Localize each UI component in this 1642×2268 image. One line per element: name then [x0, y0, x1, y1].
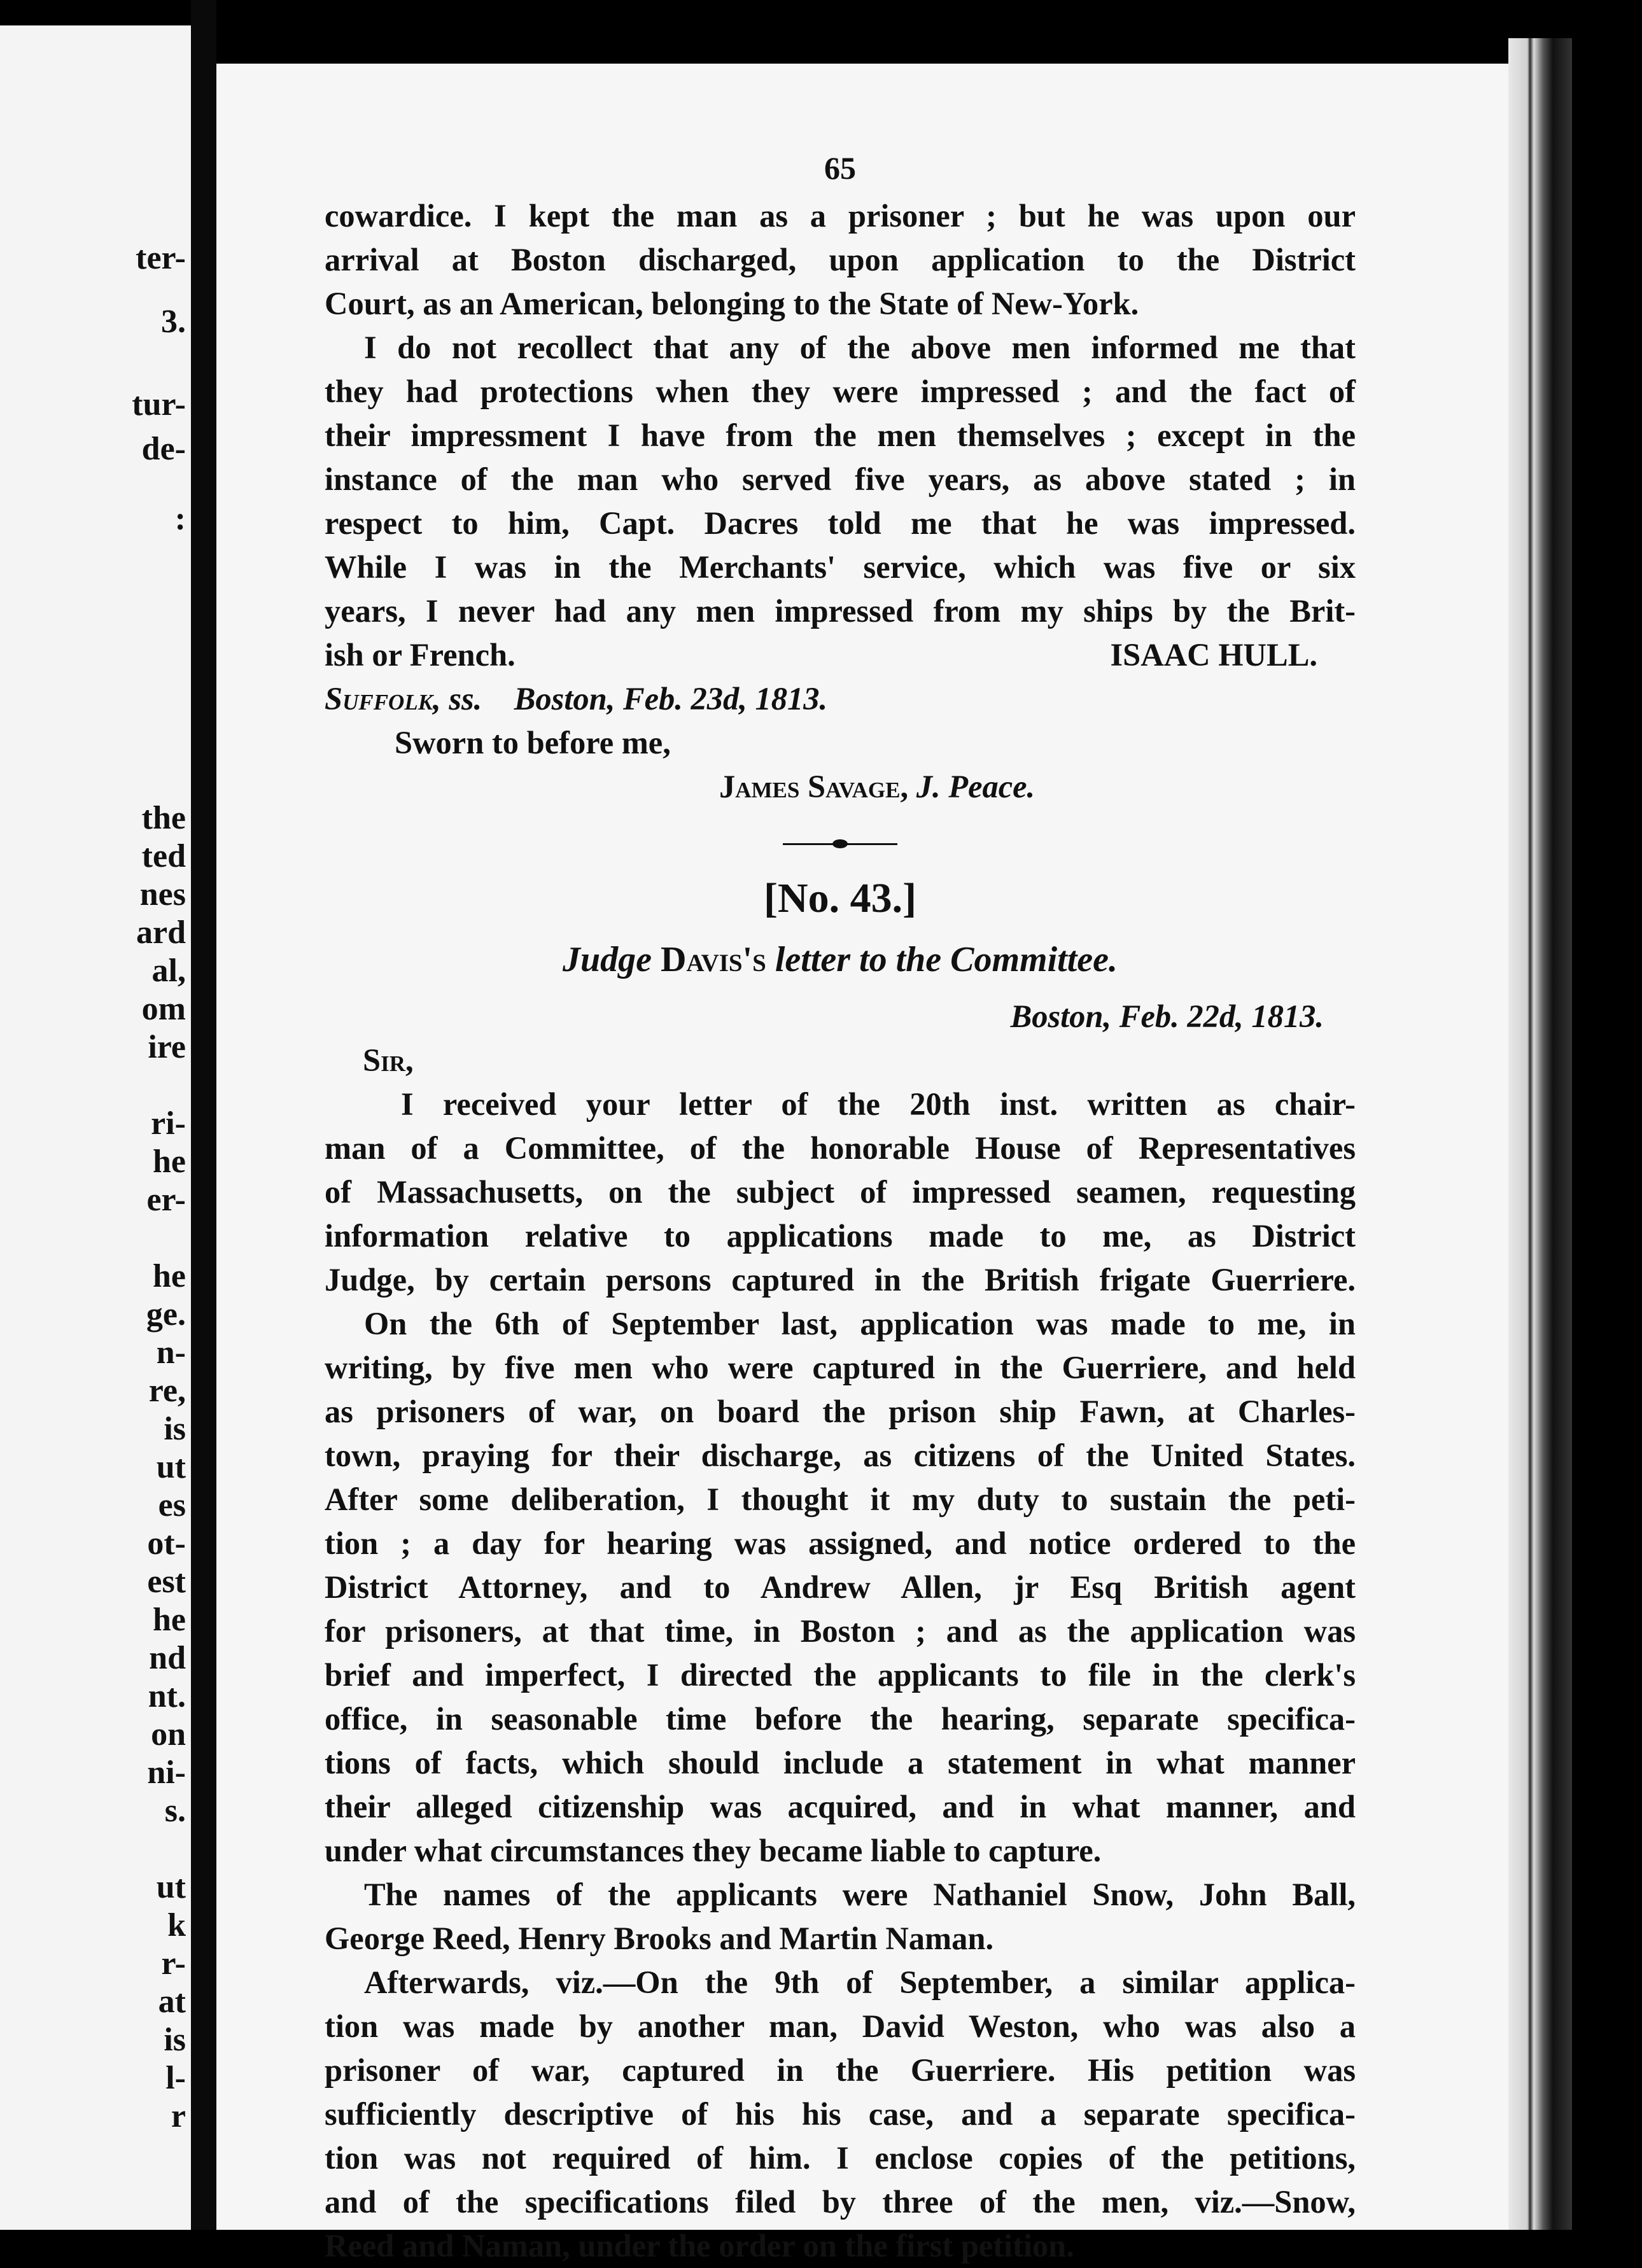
facing-page-fragment: ire [148, 1029, 186, 1065]
text-line: tions of facts, which should include a statement in what manner [325, 1745, 1356, 1781]
text-line: office, in seasonable time before the hearing, separate specifica- [325, 1701, 1356, 1737]
facing-page-fragment: ted [141, 838, 186, 874]
facing-page-fragment: es [158, 1487, 186, 1523]
text-line: as prisoners of war, on board the prison ship Fawn, at Charles- [325, 1394, 1356, 1429]
title-name: Davis's [660, 940, 766, 979]
ss: , ss. [433, 681, 482, 717]
text-line: I received your letter of the 20th inst. written as chair- [401, 1086, 1356, 1122]
text-line: prisoner of war, captured in the Guerriere. His petition was [325, 2052, 1356, 2088]
text-line: their alleged citizenship was acquired, and in what manner, and [325, 1789, 1356, 1824]
text-line: man of a Committee, of the honorable House of Representatives [325, 1130, 1356, 1166]
jurat-place-date: Boston, Feb. 23d, 1813. [514, 681, 828, 717]
letter-date: Boston, Feb. 22d, 1813. [1010, 998, 1324, 1034]
text-line: tion was made by another man, David Weston, who was also a [325, 2008, 1356, 2044]
facing-page-fragment: er- [146, 1182, 186, 1218]
text-line: under what circumstances they became liable to capture. [325, 1833, 1102, 1868]
signature-line [325, 633, 1356, 677]
text-line: District Attorney, and to Andrew Allen, jr Esq British agent [325, 1569, 1356, 1605]
salutation: Sir, [363, 1042, 414, 1078]
facing-page-fragment: al, [151, 953, 186, 989]
facing-page-fragment: r [171, 2098, 186, 2134]
facing-page-fragment: on [151, 1716, 186, 1753]
text-line: On the 6th of September last, application was made to me, in [364, 1306, 1356, 1341]
text-line: they had protections when they were impressed ; and the fact of [325, 374, 1356, 409]
facing-page-fragment: at [158, 1984, 186, 2020]
text-line: of Massachusetts, on the subject of impressed seamen, requesting [325, 1174, 1356, 1210]
text-line: sufficiently descriptive of his his case, and a separate specifica- [325, 2096, 1356, 2132]
facing-page-fragment: om [141, 991, 186, 1027]
jurat [325, 677, 1356, 809]
text-line: The names of the applicants were Nathaniel Snow, John Ball, [364, 1877, 1356, 1912]
facing-page-fragment: ge. [146, 1296, 186, 1333]
facing-page-fragment: nt. [148, 1678, 186, 1714]
facing-page-fragment: he [153, 1144, 186, 1180]
text-line: ish or French. [325, 637, 516, 673]
text-line: instance of the man who served five years, as above stated ; in [325, 461, 1356, 497]
facing-page-fragment: ri- [151, 1105, 186, 1142]
justice-title: J. Peace. [916, 769, 1035, 804]
facing-page-fragment: : [174, 501, 186, 537]
letter-paragraph-four [325, 1961, 1356, 2268]
text-line: years, I never had any men impressed from my ships by the Brit- [325, 593, 1356, 629]
title-prefix: Judge [562, 940, 652, 979]
page-edge-shadow [1508, 38, 1572, 2230]
text-line: After some deliberation, I thought it my duty to sustain the peti- [325, 1481, 1356, 1517]
text-line: tion ; a day for hearing was assigned, and notice ordered to the [325, 1525, 1356, 1561]
facing-page-fragment: ter- [136, 240, 186, 276]
facing-page-fragment: tur- [132, 386, 186, 423]
hull-statement-paragraph [325, 326, 1356, 677]
page-text [325, 146, 1356, 2268]
letter-paragraph-two [325, 1302, 1356, 1873]
facing-page-fragment: 3. [161, 304, 186, 340]
facing-page-fragment: the [141, 800, 186, 836]
facing-page-fragment: k [167, 1907, 186, 1943]
letter-paragraph-one [325, 1082, 1356, 1302]
facing-page-fragment: ni- [147, 1754, 186, 1791]
facing-page-fragment: is [164, 2022, 186, 2058]
facing-page-fragment: ut [156, 1869, 186, 1905]
facing-page-fragment: ut [156, 1449, 186, 1485]
county: Suffolk [325, 681, 433, 717]
title-suffix: letter to the Committee. [775, 940, 1118, 979]
continuation-paragraph [325, 194, 1356, 326]
facing-page-fragment: l- [165, 2060, 186, 2096]
facing-page-fragment: he [153, 1602, 186, 1638]
jurat-venue [325, 677, 1356, 721]
section-divider [783, 841, 897, 847]
facing-page-fragment: re, [148, 1373, 186, 1409]
text-line: and of the specifications filed by three of the men, viz.—Snow, [325, 2184, 1356, 2220]
facing-page-fragment: n- [156, 1334, 186, 1371]
justice-line [325, 765, 1356, 809]
facing-page-fragment: est [147, 1564, 186, 1600]
text-line: arrival at Boston discharged, upon application to the District [325, 242, 1356, 277]
text-line: I do not recollect that any of the above men informed me that [364, 330, 1356, 365]
text-line: Reed and Naman, under the order on the first petition. [325, 2228, 1074, 2264]
text-line: Court, as an American, belonging to the State of New-York. [325, 286, 1139, 321]
facing-page-fragment: ard [136, 914, 186, 951]
text-line: for prisoners, at that time, in Boston ; and as the application was [325, 1613, 1356, 1649]
facing-page-fragment: r- [161, 1945, 186, 1982]
facing-page-fragment: nes [139, 876, 186, 913]
facing-page-fragment: he [153, 1258, 186, 1294]
book-gutter [191, 0, 216, 2230]
text-line: respect to him, Capt. Dacres told me that he was impressed. [325, 505, 1356, 541]
facing-page-fragment: nd [149, 1640, 186, 1676]
document-number: [No. 43.] [763, 875, 917, 921]
page-number: 65 [824, 150, 856, 186]
text-line: George Reed, Henry Brooks and Martin Naman. [325, 1921, 994, 1956]
facing-page-edge [0, 25, 191, 2230]
sworn-line: Sworn to before me, [395, 725, 671, 760]
text-line: writing, by five men who were captured in the Guerriere, and held [325, 1350, 1356, 1385]
text-line: cowardice. I kept the man as a prisoner ; but he was upon our [325, 198, 1356, 234]
text-line: Judge, by certain persons captured in the British frigate Guerriere. [325, 1262, 1356, 1298]
facing-page-fragment: de- [141, 431, 186, 467]
text-line: town, praying for their discharge, as citizens of the United States. [325, 1438, 1356, 1473]
text-line: information relative to applications made to me, as District [325, 1218, 1356, 1254]
facing-page-fragment: ot- [147, 1525, 186, 1562]
signature: ISAAC HULL. [1110, 637, 1317, 673]
letter-paragraph-three [325, 1873, 1356, 1961]
facing-page-fragment: is [164, 1411, 186, 1447]
facing-page-fragment: s. [164, 1793, 186, 1829]
book-page [216, 64, 1508, 2264]
text-line: While I was in the Merchants' service, which was five or six [325, 549, 1356, 585]
justice-name: James Savage, [719, 769, 909, 804]
text-line: their impressment I have from the men themselves ; except in the [325, 417, 1356, 453]
letter-title [325, 931, 1356, 988]
text-line: tion was not required of him. I enclose copies of the petitions, [325, 2140, 1356, 2176]
text-line: brief and imperfect, I directed the applicants to file in the clerk's [325, 1657, 1356, 1693]
text-line: Afterwards, viz.—On the 9th of September, a similar applica- [364, 1964, 1356, 2000]
